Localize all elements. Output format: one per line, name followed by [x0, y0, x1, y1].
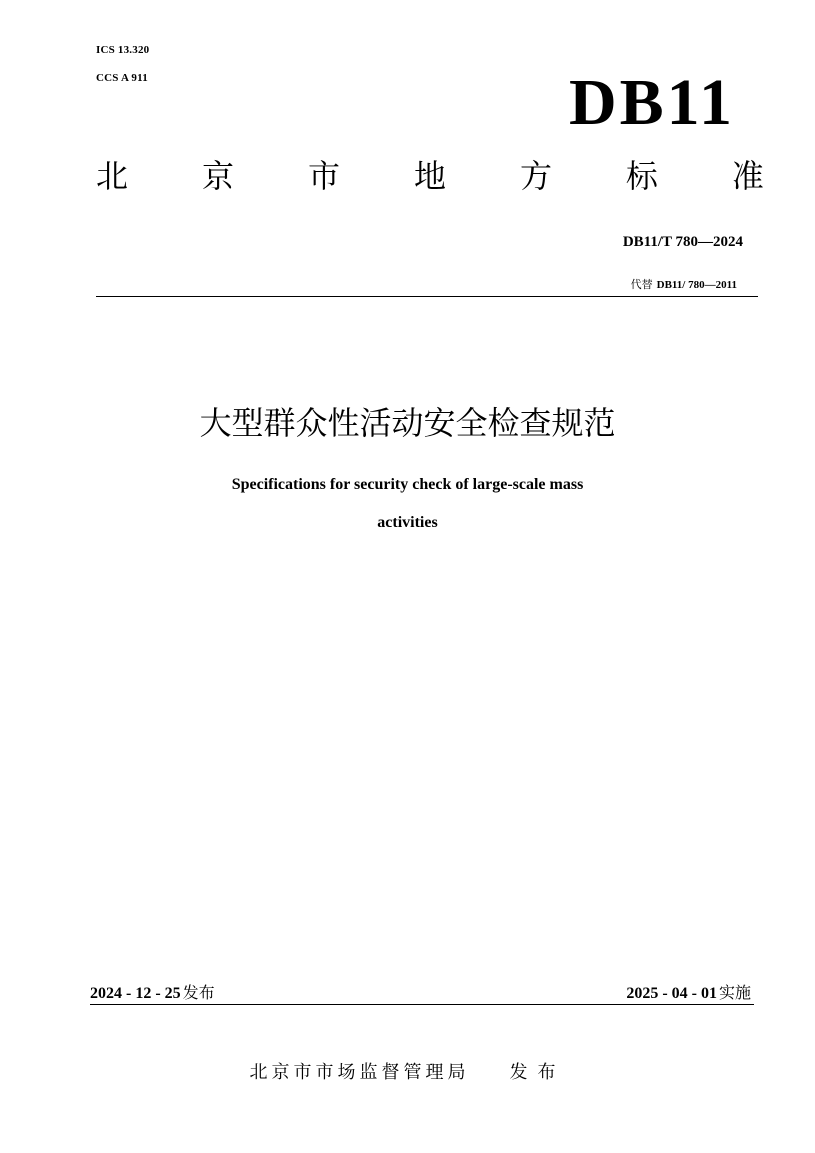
ccs-code: CCS A 911 [96, 72, 148, 84]
standard-type-char: 方 [519, 157, 552, 195]
issue-date-label: 发布 [182, 983, 215, 1002]
standard-logo: DB11 [568, 66, 735, 139]
standard-type-char: 地 [413, 157, 446, 195]
publish-action: 发布 [509, 1062, 566, 1083]
standard-type-char: 准 [731, 157, 764, 195]
title-english-line1: Specifications for security check of large-scale mass [231, 476, 584, 493]
replaces-line [631, 276, 737, 292]
footer-divider [90, 1004, 754, 1005]
replaces-number: DB11/ 780—2011 [656, 279, 737, 291]
issue-date [90, 980, 215, 1003]
standard-type-char: 标 [625, 157, 658, 195]
standard-type-char: 京 [201, 157, 234, 195]
standard-type-char: 北 [96, 157, 129, 195]
implementation-date-value: 2025 - 04 - 01 [626, 985, 717, 1002]
standard-type-heading [96, 157, 764, 195]
implementation-date [626, 980, 751, 1003]
standard-type-char: 市 [307, 157, 340, 195]
header-divider [96, 296, 758, 297]
publisher-name: 北京市市场监督管理局 [249, 1062, 470, 1083]
implementation-date-label: 实施 [718, 983, 751, 1002]
document-title-english [60, 466, 755, 542]
publisher-line [0, 1058, 815, 1084]
document-title-chinese: 大型群众性活动安全检查规范 [199, 404, 616, 442]
standard-number: DB11/T 780—2024 [622, 234, 743, 250]
replaces-label: 代替 [630, 278, 653, 291]
ics-code: ICS 13.320 [96, 44, 150, 56]
title-english-line2: activities [377, 514, 438, 531]
issue-date-value: 2024 - 12 - 25 [90, 985, 181, 1002]
